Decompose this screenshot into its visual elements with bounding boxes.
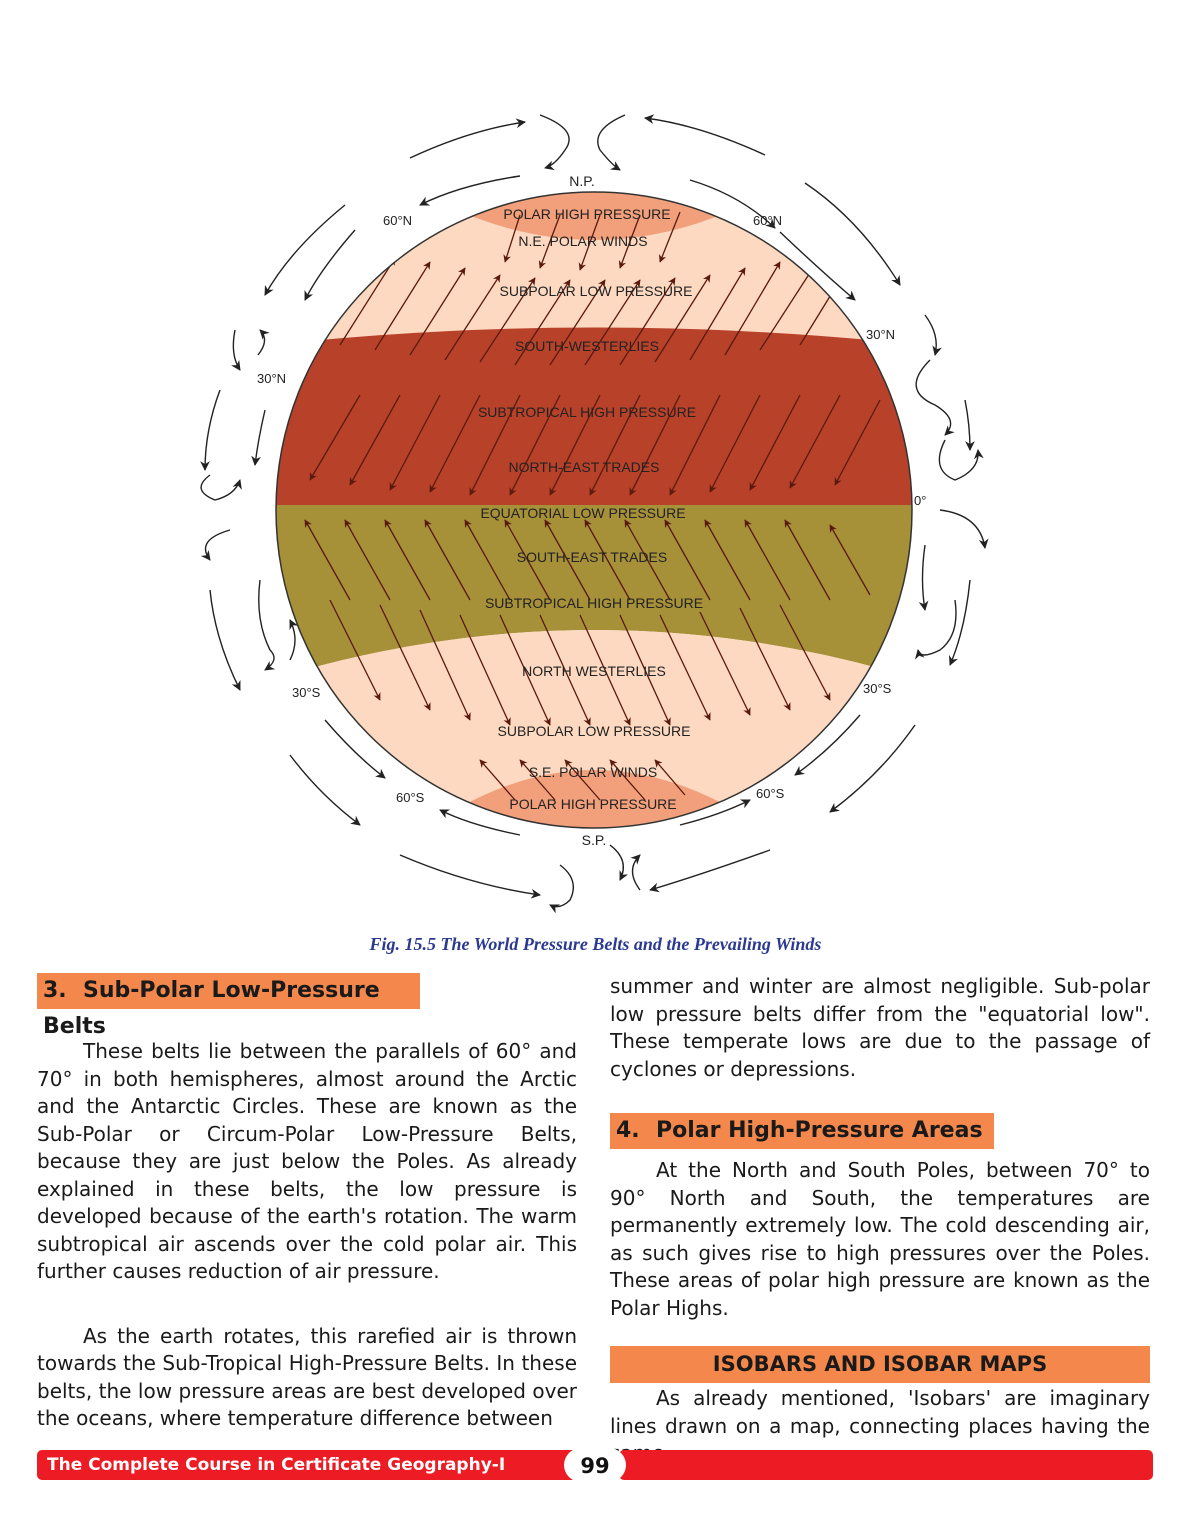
page-footer bbox=[37, 1448, 1153, 1484]
paragraph: These belts lie between the parallels of 60° and 70° in both hemispheres, almost around the Arctic and the Antarctic Circles. These are known as the Sub-Polar or Circum-Polar Low-Pressure Belts, because they are just below the Poles. As already explained in these belts, the low pressure is developed because of the earth's rotation. The warm subtropical air ascends over the cold polar air. This further causes reduction of air pressure. bbox=[37, 1039, 577, 1283]
heading-text: Polar High-Pressure Areas bbox=[656, 1118, 983, 1143]
label-north-westerlies: NORTH WESTERLIES bbox=[522, 663, 666, 679]
lat-30s-right: 30°S bbox=[863, 681, 892, 696]
label-equatorial-low: EQUATORIAL LOW PRESSURE bbox=[480, 505, 686, 521]
section-title-isobars: ISOBARS AND ISOBAR MAPS bbox=[610, 1346, 1150, 1383]
section-heading-subpolar bbox=[37, 973, 420, 1039]
lat-60s-right: 60°S bbox=[756, 786, 785, 801]
label-polar-high-south: POLAR HIGH PRESSURE bbox=[509, 796, 677, 812]
label-se-polar-winds: S.E. POLAR WINDS bbox=[528, 764, 658, 780]
footer-book-title: The Complete Course in Certificate Geography-I bbox=[37, 1450, 583, 1480]
lat-60n-right: 60°N bbox=[753, 213, 783, 228]
left-column bbox=[37, 973, 577, 1433]
label-subtropical-high-north: SUBTROPICAL HIGH PRESSURE bbox=[477, 404, 697, 420]
label-ne-trades: NORTH-EAST TRADES bbox=[508, 459, 660, 475]
lat-equator: 0° bbox=[914, 493, 927, 508]
label-north-pole: N.P. bbox=[569, 173, 595, 189]
paragraph: As already mentioned, 'Isobars' are imaginary lines drawn on a map, connecting places having the bbox=[610, 1386, 1150, 1438]
label-se-trades: SOUTH-EAST TRADES bbox=[516, 549, 668, 565]
section-heading-polar-high bbox=[610, 1113, 994, 1149]
figure-caption: Fig. 15.5 The World Pressure Belts and the Prevailing Winds bbox=[369, 934, 822, 954]
heading-number: 4. bbox=[616, 1118, 640, 1143]
footer-bar-right bbox=[619, 1450, 1153, 1480]
paragraph: At the North and South Poles, between 70° to 90° North and South, the temperatures are permanently extremely low. The cold descending air, as such gives rise to high pressures over the Poles. These areas of polar high pressure are known as the Polar Highs. bbox=[610, 1158, 1150, 1320]
label-polar-high-north: POLAR HIGH PRESSURE bbox=[503, 206, 671, 222]
label-south-pole: S.P. bbox=[581, 832, 607, 848]
lat-30n-left: 30°N bbox=[257, 371, 287, 386]
heading-number: 3. bbox=[43, 978, 67, 1003]
paragraph: As the earth rotates, this rarefied air is thrown towards the Sub-Tropical High-Pressure Belts. In these belts, the low pressure areas are best developed over the oceans, where temperature difference between bbox=[37, 1323, 577, 1430]
lat-60n-left: 60°N bbox=[383, 213, 413, 228]
page-number: 99 bbox=[564, 1448, 626, 1482]
lat-30s-left: 30°S bbox=[292, 685, 321, 700]
lat-30n-right: 30°N bbox=[866, 327, 896, 342]
label-subpolar-low-north: SUBPOLAR LOW PRESSURE bbox=[499, 283, 693, 299]
paragraph: summer and winter are almost negligible. Sub-polar low pressure belts differ from the "equatorial low". These temperate lows are due to the passage of cyclones or depressions. bbox=[610, 974, 1150, 1081]
label-subtropical-high-south: SUBTROPICAL HIGH PRESSURE bbox=[484, 595, 704, 611]
label-south-westerlies: SOUTH-WESTERLIES bbox=[515, 338, 659, 354]
lat-60s-left: 60°S bbox=[396, 790, 425, 805]
heading-text: Sub-Polar Low-Pressure Belts bbox=[43, 978, 380, 1039]
right-column bbox=[610, 973, 1150, 1468]
label-ne-polar-winds: N.E. POLAR WINDS bbox=[518, 233, 648, 249]
label-subpolar-low-south: SUBPOLAR LOW PRESSURE bbox=[497, 723, 691, 739]
